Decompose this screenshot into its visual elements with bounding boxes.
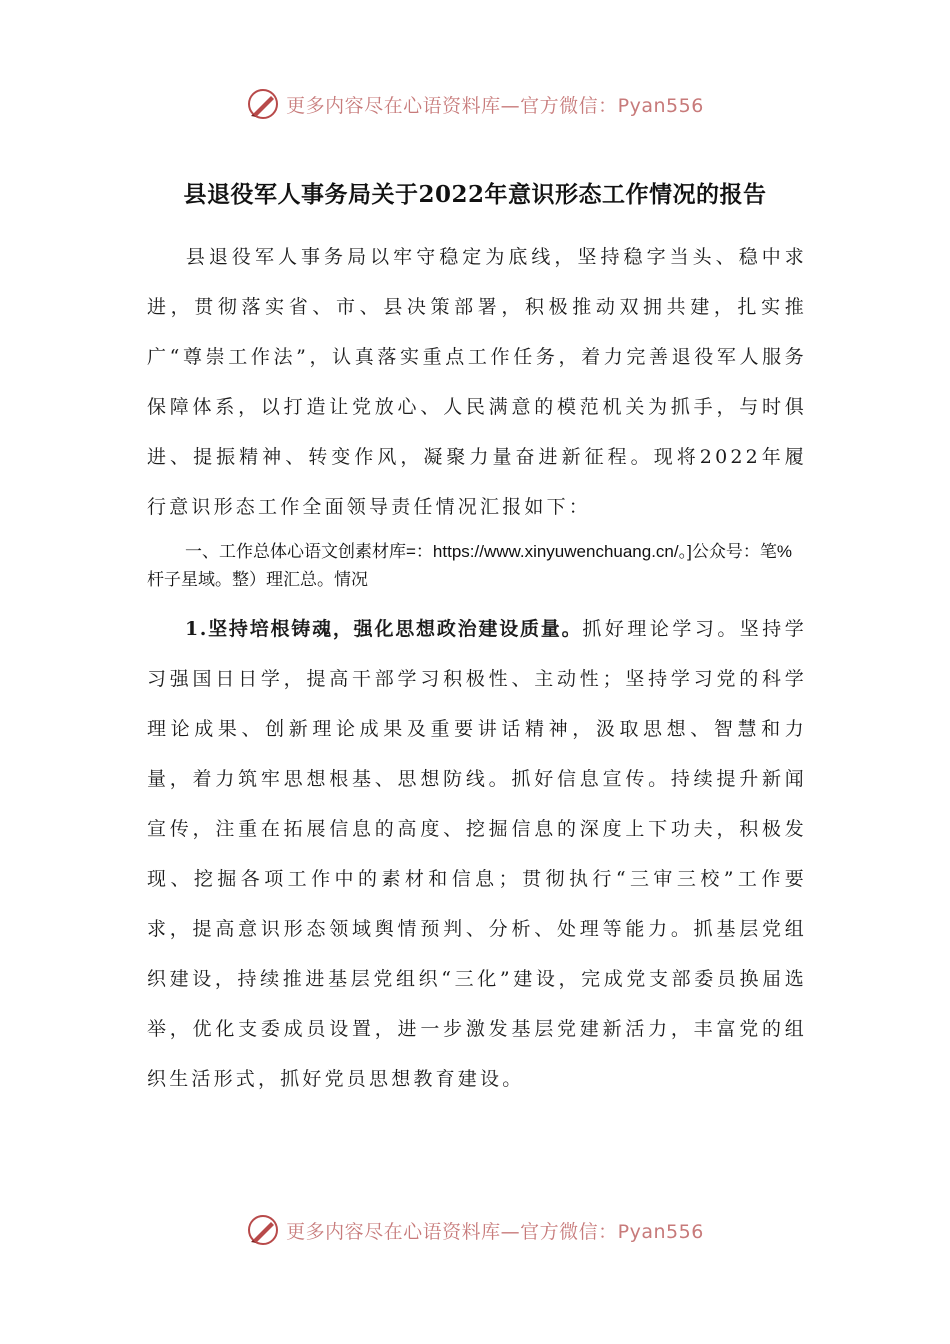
footer-watermark [0,1208,950,1252]
section-heading-text: 一、工作总体心语文创素材库=：https://www.xinyuwenchuang.cn/。]公众号：笔%杆子星域。整）理汇总。情况 [147,542,792,589]
item-body: 抓好理论学习。坚持学习强国日日学，提高干部学习积极性、主动性；坚持学习党的科学理论成果、创新理论成果及重要讲话精神，汲取思想、智慧和力量，着力筑牢思想根基、思想防线。抓好信息宣传。持续提升新闻宣传，注重在拓展信息的高度、挖掘信息的深度上下功夫，积极发现、挖掘各项工作中的素材和信息；贯彻执行“三审三校”工作要求，提高意识形态领域舆情预判、分析、处理等能力。抓基层党组织建设，持续推进基层党组织“三化”建设，完成党支部委员换届选举，优化支委成员设置，进一步激发基层党建新活力，丰富党的组织生活形式，抓好党员思想教育建设。 [147,618,807,1090]
header-watermark [0,82,950,126]
watermark-text: 更多内容尽在心语资料库—官方微信：Pyan556 [286,94,704,117]
section-heading [147,538,807,594]
document-title: 县退役军人事务局关于2022年意识形态工作情况的报告 [183,181,767,208]
pen-logo-icon [246,87,280,121]
item-lead: 1.坚持培根铸魂，强化思想政治建设质量。 [185,618,583,640]
intro-paragraph [147,232,807,532]
watermark-text: 更多内容尽在心语资料库—官方微信：Pyan556 [286,1220,704,1243]
intro-text: 县退役军人事务局以牢守稳定为底线，坚持稳字当头、稳中求进，贯彻落实省、市、县决策部署，积极推动双拥共建，扎实推广“尊崇工作法”，认真落实重点工作任务，着力完善退役军人服务保障体系，以打造让党放心、人民满意的模范机关为抓手，与时俱进、提振精神、转变作风，凝聚力量奋进新征程。现将2022年履行意识形态工作全面领导责任情况汇报如下： [147,246,807,518]
pen-logo-icon [246,1213,280,1247]
item-paragraph [147,604,807,1104]
